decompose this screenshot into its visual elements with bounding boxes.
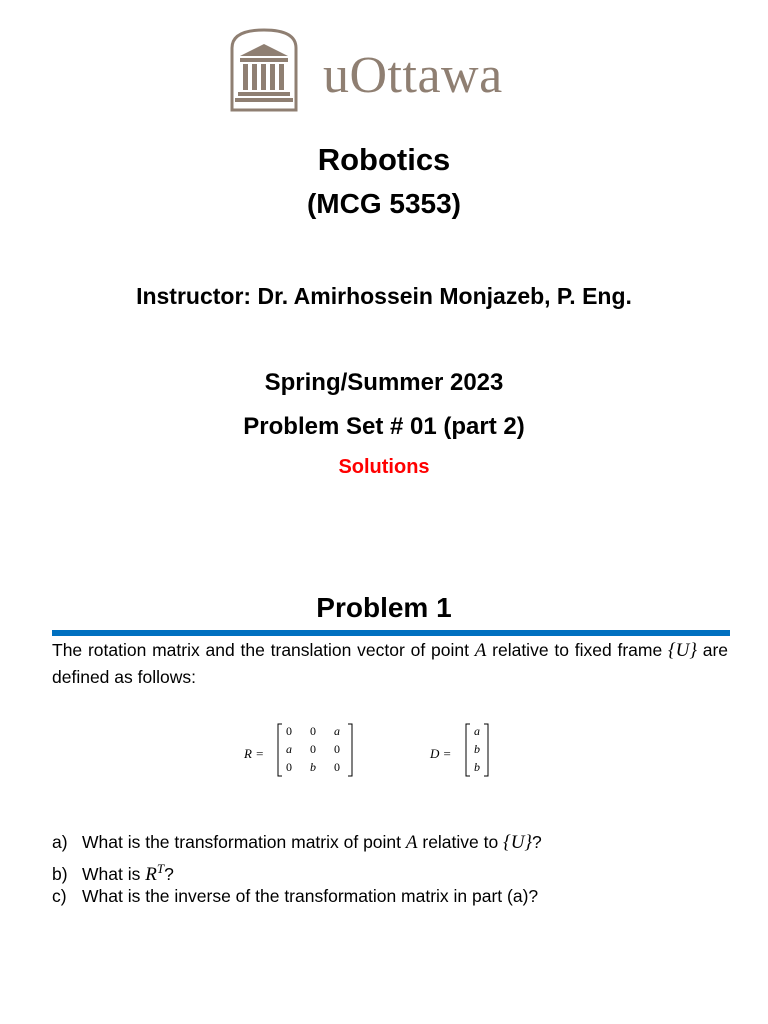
- question-c: c) What is the inverse of the transformation matrix in part (a)?: [52, 886, 539, 906]
- logo-wordmark: uOttawa: [323, 47, 503, 104]
- instructor-line: Instructor: Dr. Amirhossein Monjazeb, P. Eng.: [136, 283, 632, 309]
- university-logo: [228, 26, 548, 116]
- heading-rule: [52, 630, 730, 636]
- course-code: (MCG 5353): [306, 188, 462, 219]
- matrix-cell: b: [310, 760, 316, 774]
- rotation-matrix: [244, 722, 356, 778]
- rotation-matrix-label: R =: [244, 746, 264, 761]
- matrix-cell: 0: [310, 742, 316, 756]
- university-building-icon: [228, 26, 300, 112]
- vector-cell: b: [474, 760, 480, 774]
- vector-cell: b: [474, 742, 480, 756]
- term: Spring/Summer 2023: [264, 369, 504, 396]
- solutions-label: Solutions: [338, 456, 430, 478]
- question-a: a) What is the transformation matrix of point A relative to {U}?: [52, 832, 542, 853]
- problem-intro: The rotation matrix and the translation vector of point A relative to fixed frame {U} are defined as follows:: [52, 640, 729, 687]
- translation-vector: [430, 722, 494, 778]
- matrix-cell: 0: [334, 760, 340, 774]
- matrix-cell: a: [334, 724, 340, 738]
- matrix-cell: 0: [286, 760, 292, 774]
- translation-vector-label: D =: [430, 746, 452, 761]
- question-b: b) What is $R^T$?: [52, 861, 174, 885]
- matrix-cell: 0: [286, 724, 292, 738]
- problem-set-title: Problem Set # 01 (part 2): [243, 413, 525, 440]
- problem-heading: Problem 1: [316, 592, 452, 623]
- matrix-cell: 0: [334, 742, 340, 756]
- matrix-cell: a: [286, 742, 292, 756]
- vector-cell: a: [474, 724, 480, 738]
- matrix-cell: 0: [310, 724, 316, 738]
- document-title: Robotics: [317, 142, 451, 177]
